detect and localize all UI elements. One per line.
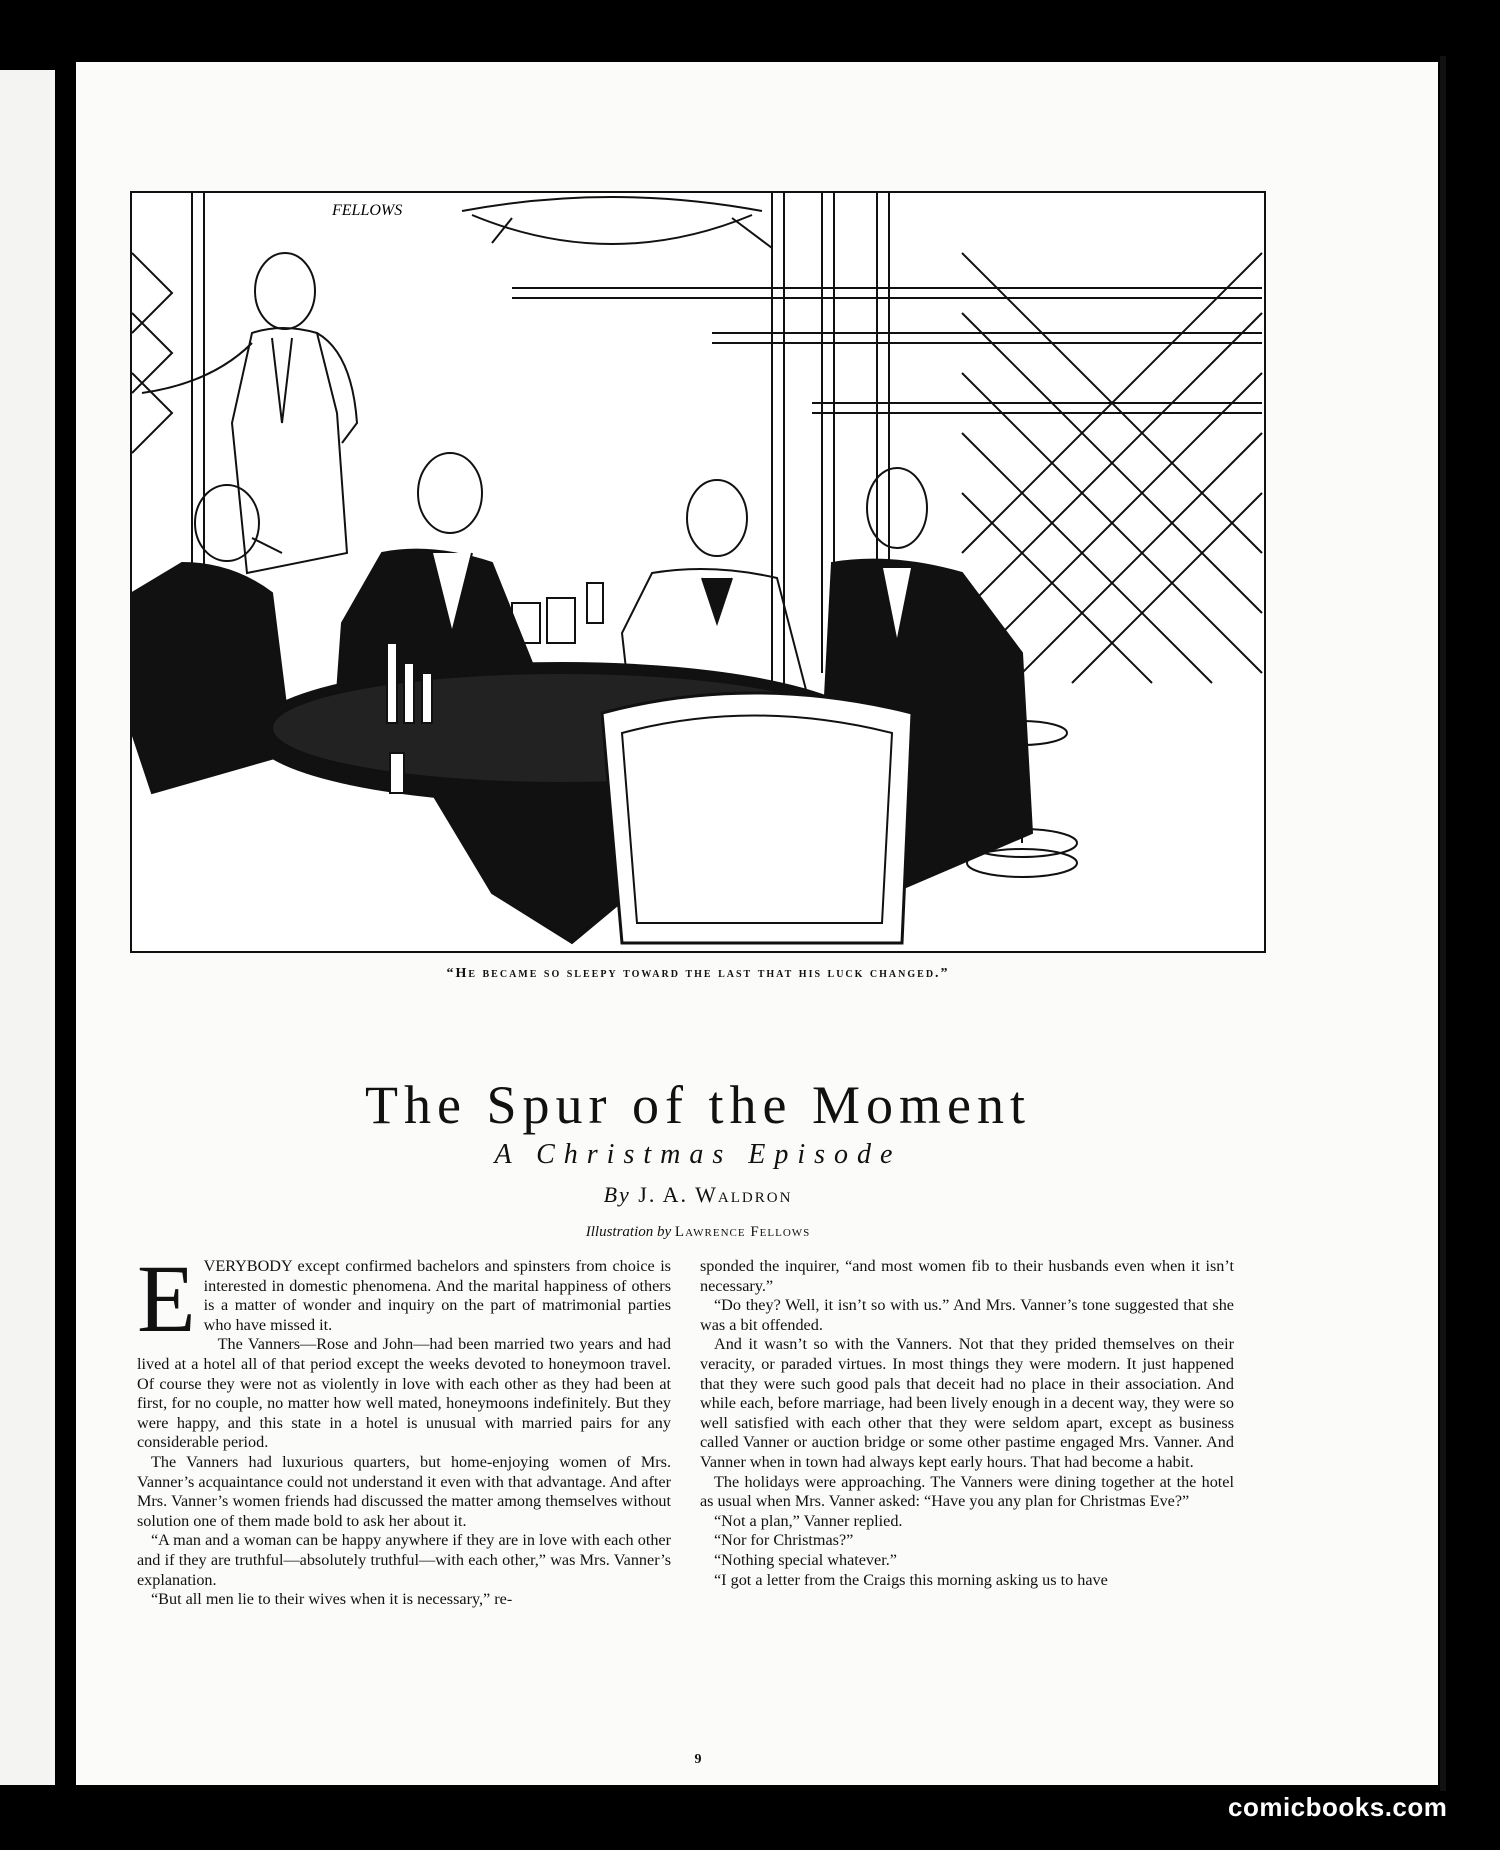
paragraph: And it wasn’t so with the Vanners. Not that they prided themselves on their veracity, or paraded virtues. In most things they were modern. It just happened that they were such good pals that deceit had no place in their association. And while each, before marriage, had been lively enough in a decent way, they were so well satisfied with each other that they were seldom apart, except as business called Vanner or auction bridge or some other pastime engaged Mrs. Vanner. And Vanner when in town had always kept early hours. That had become a habit. [700,1335,1234,1471]
paragraph: “Nothing special whatever.” [714,1550,897,1569]
artist-signature: FELLOWS [332,202,403,219]
drop-cap: E [137,1245,196,1352]
illustration-drawing [132,193,1264,951]
previous-page-edge [0,70,55,1785]
illustration-card-players [130,191,1266,953]
author-name: J. A. Waldron [638,1182,793,1207]
illustration-credit [130,1224,1266,1241]
illustration-caption: “He became so sleepy toward the last that his luck changed.” [446,966,950,981]
paragraph: “Nor for Christmas?” [714,1531,854,1550]
page-number: 9 [694,1752,702,1767]
page-edge-shadow [1440,56,1446,1791]
paragraph: sponded the inquirer, “and most women fib to their husbands even when it isn’t necessary.” [700,1257,1234,1295]
paragraph: “Do they? Well, it isn’t so with us.” And Mrs. Vanner’s tone suggested that she was a bit offended. [700,1296,1234,1334]
site-watermark: comicbooks.com [1228,1792,1448,1822]
paragraph: The Vanners—Rose and John—had been married two years and had lived at a hotel all of that period except the weeks devoted to honeymoon travel. Of course they were not as violently in love with each other as they had been at first, for no couple, no matter how well mated, honeymoons indefinitely. But they were happy, and this state in a hotel is unusual with married pairs for any considerable period. [137,1335,671,1452]
paragraph: “But all men lie to their wives when it is necessary,” re- [151,1590,513,1609]
paragraph: The Vanners had luxurious quarters, but home-enjoying women of Mrs. Vanner’s acquaintance could not understand it even with that advantage. And after Mrs. Vanner’s women friends had discussed the matter among themselves without solution one of them made bold to ask her about it. [137,1452,671,1530]
paragraph: EVERYBODY except confirmed bachelors and spinsters from choice is interested in domestic phenomena. And the marital happiness of others is a matter of wonder and inquiry on the part of matrimonial parties who have missed it. [137,1245,671,1352]
illustration-credit-label: Illustration by [585,1224,672,1240]
paragraph: The holidays were approaching. The Vanners were dining together at the hotel as usual when Mrs. Vanner asked: “Have you any plan for Christmas Eve?” [700,1472,1234,1511]
byline [130,1182,1266,1208]
byline-prefix: By [603,1182,631,1207]
text-column-left [137,1245,671,1610]
illustrator-name: Lawrence Fellows [674,1224,811,1240]
article-subtitle: A Christmas Episode [494,1139,902,1170]
article-title: The Spur of the Moment [365,1075,1031,1135]
paragraph: “I got a letter from the Craigs this morning asking us to have [714,1570,1108,1589]
text-column-right [700,1257,1234,1590]
magazine-page [76,62,1438,1785]
paragraph: “A man and a woman can be happy anywhere if they are in love with each other and if they are truthful—absolutely truthful—with each other,” was Mrs. Vanner’s explanation. [137,1531,671,1589]
paragraph: “Not a plan,” Vanner replied. [714,1511,903,1530]
